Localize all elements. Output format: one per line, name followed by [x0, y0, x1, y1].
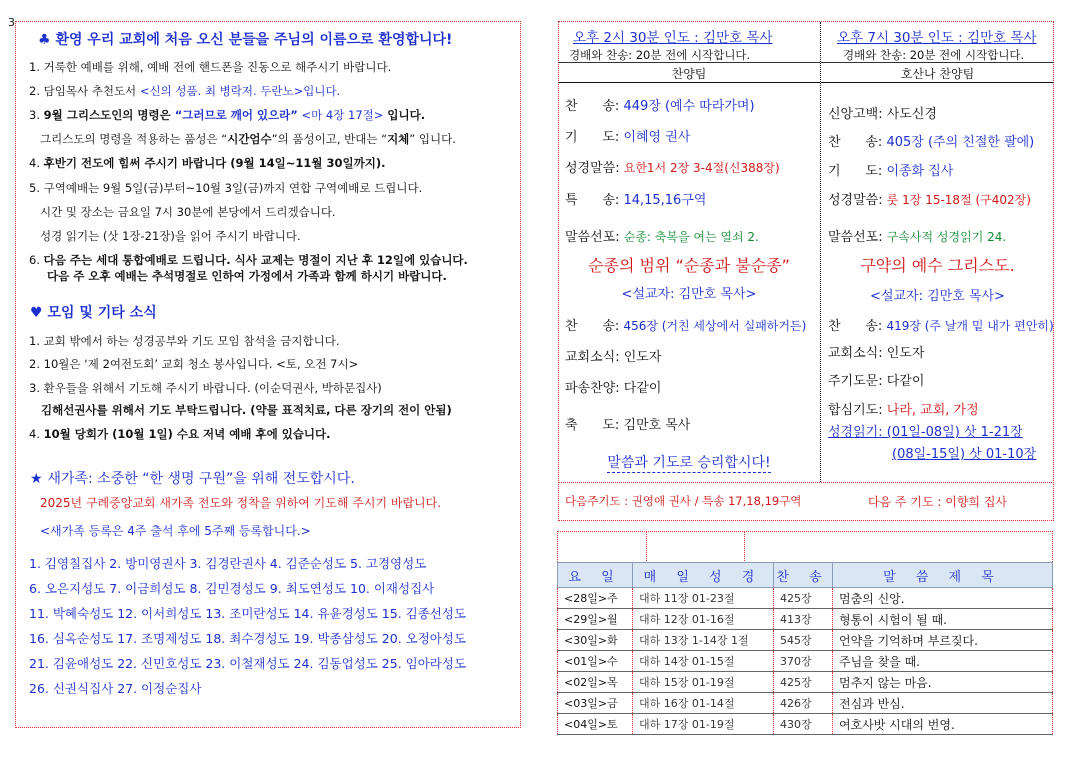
notice-number: 5.	[29, 181, 44, 195]
afternoon-order-value: 순종: 축복을 여는 열쇠 2.	[623, 230, 759, 244]
meeting-line	[41, 402, 452, 418]
afternoon-order-label: 파송찬양:	[565, 381, 624, 396]
daily-hymn: 425장	[774, 588, 833, 609]
daily-title: 여호사밧 시대의 번영.	[833, 714, 1053, 735]
afternoon-order-row	[565, 377, 661, 396]
afternoon-order-label: 축 도:	[565, 418, 624, 433]
newfamily-title: 새가족: 소중한 “한 생명 구원”을 위해 전도합시다.	[47, 471, 355, 487]
evening-prayer	[828, 399, 979, 418]
evening-next-prayer: 다음 주 기도 : 이향희 집사	[867, 495, 1008, 509]
daily-day: <01일>수	[558, 651, 633, 672]
afternoon-order-row	[565, 189, 706, 208]
evening-order-label: 신앙고백:	[828, 107, 887, 122]
table-row	[558, 588, 1053, 609]
evening-prayer-value: 나라, 교회, 가정	[886, 403, 979, 418]
afternoon-header: 오후 2시 30분 인도 : 김만호 목사	[573, 30, 773, 46]
meeting-text: 환우들을 위해서 기도해 주시기 바랍니다. (이순덕권사, 박하문집사)	[43, 381, 382, 395]
notice-text: 다음 주는 세대 통합예배로 드립니다. 식사 교제는 명절이 지난 후 12일에 있습니다.	[43, 253, 468, 267]
newfamily-line: 26. 신권식집사 27. 이정순집사	[29, 681, 202, 696]
daily-hymn: 430장	[774, 714, 833, 735]
evening-order-label: 교회소식:	[828, 346, 887, 361]
notice-number: 2.	[29, 84, 44, 98]
newfamily-line: 1. 김영칠집사 2. 방미영권사 3. 김경란권사 4. 김준순성도 5. 고경영성도	[29, 556, 427, 571]
afternoon-order-label: 기 도:	[565, 130, 624, 145]
daily-table	[557, 562, 1053, 735]
daily-day: <04일>토	[558, 714, 633, 735]
meetings-heading	[30, 302, 157, 322]
afternoon-order-label: 성경말씀:	[565, 161, 624, 176]
notice-text: 그리스도의 명령을 적용하는 품성은 “	[40, 132, 228, 146]
evening-order-value: 419장 (주 날개 밑 내가 편안히)	[886, 319, 1054, 333]
evening-sermon-title: 구약의 예수 그리스도.	[860, 256, 1015, 275]
table-row	[558, 672, 1053, 693]
evening-order-row	[828, 342, 924, 361]
afternoon-order-row	[565, 126, 690, 145]
afternoon-closing	[558, 452, 820, 472]
evening-preacher: <설교자: 김만호 목사>	[870, 289, 1005, 304]
afternoon-order-value: 다같이	[623, 381, 662, 396]
notice-line	[29, 83, 340, 99]
notice-line	[47, 268, 447, 284]
daily-day: <03일>금	[558, 693, 633, 714]
table-row	[558, 693, 1053, 714]
afternoon-order-label: 찬 송:	[565, 319, 624, 334]
page-number: 3	[8, 16, 15, 29]
meeting-number: 2.	[29, 357, 44, 371]
afternoon-order-row	[565, 346, 661, 365]
afternoon-order-label: 찬 송:	[565, 99, 624, 114]
meeting-line	[29, 426, 331, 442]
daily-title: 멈춤의 신앙.	[833, 588, 1053, 609]
afternoon-team: 찬양팀	[671, 67, 707, 81]
daily-title: 형통이 시험이 될 때.	[833, 609, 1053, 630]
newfamily-heading	[30, 468, 355, 488]
notice-text: 담임목사 추천도서	[43, 84, 140, 98]
daily-hymn: 545장	[774, 630, 833, 651]
daily-title: 언약을 기억하며 부르짖다.	[833, 630, 1053, 651]
evening-order-value: 인도자	[886, 346, 925, 361]
notice-text: <신의 성품. 최 병락저. 두란노>입니다.	[139, 84, 341, 98]
newfamily-line: 21. 김윤애성도 22. 신민호성도 23. 이철재성도 24. 김동업성도 25. 임아라성도	[29, 656, 467, 671]
notice-text: 성경 읽기는 (삿 1장-21장)을 읽어 주시기 바랍니다.	[40, 229, 301, 243]
notice-text: 거룩한 예배를 위해, 예배 전에 핸드폰을 진동으로 해주시기 바랍니다.	[43, 60, 392, 74]
evening-order-label: 찬 송:	[828, 319, 887, 334]
notice-line	[29, 180, 422, 196]
daily-day: <29일>월	[558, 609, 633, 630]
notice-line	[29, 155, 385, 171]
evening-reading-2: (08일-15일) 삿 01-10장	[892, 447, 1037, 462]
notice-text: ” 입니다.	[409, 132, 456, 146]
meeting-line	[29, 380, 382, 396]
notice-text: 시간엄수	[227, 132, 272, 146]
evening-prayer-label: 합심기도:	[828, 403, 883, 418]
notice-text: 9월 그리스도인의 명령은	[43, 108, 175, 122]
star-icon: ★	[30, 471, 43, 487]
newfamily-note: <새가족 등록은 4주 출석 후에 5주째 등록합니다.>	[40, 524, 311, 538]
heart-icon: ♥	[30, 305, 43, 321]
meeting-number: 4.	[29, 427, 44, 441]
notice-line	[40, 131, 456, 147]
welcome-text: 환영 우리 교회에 처음 오신 분들을 주님의 이름으로 환영합니다!	[55, 32, 453, 48]
daily-hymn: 425장	[774, 672, 833, 693]
meeting-number: 3.	[29, 381, 44, 395]
evening-order-label: 기 도:	[828, 164, 887, 179]
table-row	[558, 651, 1053, 672]
afternoon-order-label: 교회소식:	[565, 350, 624, 365]
next-prayer-rule	[558, 482, 1054, 483]
daily-top-divider-1	[646, 532, 647, 563]
notice-text: ”의 품성이고, 반대는 “	[271, 132, 388, 146]
evening-order-label: 성경말씀:	[828, 193, 887, 208]
daily-bible: 대하 13장 1-14장 1절	[633, 630, 774, 651]
afternoon-order-label: 말씀선포:	[565, 230, 624, 245]
afternoon-order-value: 김만호 목사	[623, 418, 691, 433]
daily-table-top	[557, 531, 1053, 562]
afternoon-order-label: 특 송:	[565, 193, 624, 208]
notice-number: 6.	[29, 253, 44, 267]
notice-text: <마 4장 17절>	[297, 108, 384, 122]
afternoon-preacher: <설교자: 김만호 목사>	[621, 287, 757, 302]
afternoon-order-value: 이혜영 권사	[623, 130, 691, 145]
notice-number: 1.	[29, 60, 44, 74]
daily-hymn: 426장	[774, 693, 833, 714]
afternoon-order-value: 456장 (거친 세상에서 실패하거든)	[623, 319, 807, 333]
meeting-text: 김해선권사를 위해서 기도 부탁드립니다. (약물 표적치료, 다른 장기의 전이 안됨)	[41, 403, 452, 417]
daily-title: 멈추지 않는 마음.	[833, 672, 1053, 693]
daily-header-day: 요 일	[558, 563, 633, 588]
notice-line	[29, 252, 468, 268]
daily-bible: 대하 11장 01-23절	[633, 588, 774, 609]
notice-number: 3.	[29, 108, 44, 122]
evening-order-label: 찬 송:	[828, 135, 887, 150]
evening-order-value: 사도신경	[886, 107, 937, 122]
newfamily-line: 6. 오은지성도 7. 이금희성도 8. 김민경성도 9. 최도연성도 10. 이재성집사	[29, 581, 435, 596]
daily-day: <28일>주	[558, 588, 633, 609]
daily-bible: 대하 14장 01-15절	[633, 651, 774, 672]
afternoon-order-row	[565, 226, 759, 245]
evening-order-value: 구속사적 성경읽기 24.	[886, 230, 1007, 244]
afternoon-rule	[558, 62, 820, 63]
daily-day: <30일>화	[558, 630, 633, 651]
newfamily-line: 16. 심옥순성도 17. 조명제성도 18. 최수경성도 19. 박종삼성도 20. 오정아성도	[29, 631, 467, 646]
afternoon-order-row	[565, 414, 690, 433]
daily-title: 전심과 반심.	[833, 693, 1053, 714]
daily-header-title: 말 씀 제 목	[833, 563, 1053, 588]
evening-order-row	[828, 103, 937, 122]
evening-order-row	[828, 226, 1006, 245]
daily-bible: 대하 17장 01-19절	[633, 714, 774, 735]
meetings-title: 모임 및 기타 소식	[47, 305, 157, 321]
evening-sub: 경배와 찬송: 20분 전에 시작합니다.	[843, 48, 1025, 62]
daily-hymn: 370장	[774, 651, 833, 672]
evening-order-value: 룻 1장 15-18절 (구402장)	[886, 193, 1031, 207]
meeting-line	[29, 356, 358, 372]
afternoon-order-value: 449장 (예수 따라가며)	[623, 99, 755, 114]
afternoon-next-prayer: 다음주기도 : 권영애 권사 / 특송 17,18,19구역	[565, 494, 802, 508]
meeting-text: 10월 당회가 (10월 1일) 수요 저녁 예배 후에 있습니다.	[43, 427, 331, 441]
evening-reading-1: 성경읽기: (01일-08일) 삿 1-21장	[828, 425, 1023, 440]
evening-order-row	[828, 370, 924, 389]
notice-line	[40, 204, 336, 220]
evening-rule	[821, 62, 1054, 63]
evening-header: 오후 7시 30분 인도 : 김만호 목사	[837, 30, 1037, 46]
evening-order-value: 다같이	[886, 374, 925, 389]
afternoon-order-value: 14,15,16구역	[623, 193, 707, 208]
daily-bible: 대하 12장 01-16절	[633, 609, 774, 630]
afternoon-sermon-title: 순종의 범위 “순종과 불순종”	[588, 256, 790, 275]
table-row	[558, 714, 1053, 735]
welcome-heading	[38, 29, 452, 49]
afternoon-closing-text: 말씀과 기도로 승리합시다!	[607, 455, 771, 471]
notice-line	[29, 107, 425, 123]
meeting-number: 1.	[29, 334, 44, 348]
evening-order-row	[828, 315, 1054, 334]
meeting-text: 교회 밖에서 하는 성경공부와 기도 모임 참석을 금지합니다.	[43, 334, 340, 348]
evening-team: 호산나 찬양팀	[900, 67, 975, 81]
daily-day: <02일>목	[558, 672, 633, 693]
table-row	[558, 609, 1053, 630]
newfamily-line: 11. 박혜숙성도 12. 이서희성도 13. 조미란성도 14. 유윤경성도 15. 김종선성도	[29, 606, 467, 621]
club-icon: ♣	[38, 32, 51, 48]
daily-header-hymn: 찬 송	[774, 563, 833, 588]
table-row	[558, 630, 1053, 651]
notice-text: 지체	[387, 132, 410, 146]
afternoon-sub: 경배와 찬송: 20분 전에 시작합니다.	[569, 48, 751, 62]
daily-bible: 대하 16장 01-14절	[633, 693, 774, 714]
afternoon-order-row	[565, 157, 780, 176]
evening-order-value: 405장 (주의 친절한 팔에)	[886, 135, 1035, 150]
afternoon-order-row	[565, 95, 755, 114]
notice-text: 후반기 전도에 힘써 주시기 바랍니다 (9월 14일~11월 30일까지).	[43, 156, 386, 170]
meeting-text: 10월은 ‘제 2여전도회’ 교회 청소 봉사입니다. <토, 오전 7시>	[43, 357, 359, 371]
notice-line	[29, 59, 391, 75]
notice-text: 다음 주 오후 예배는 추석명절로 인하여 가정에서 가족과 함께 하시기 바랍니다.	[47, 269, 447, 283]
evening-order-label: 주기도문:	[828, 374, 887, 389]
notice-text: “그러므로 깨어 있으라”	[174, 108, 298, 122]
evening-order-row	[828, 189, 1031, 208]
notice-number: 4.	[29, 156, 44, 170]
daily-top-divider-2	[744, 532, 745, 563]
notice-text: 시간 및 장소는 금요일 7시 30분에 본당에서 드리겠습니다.	[40, 205, 336, 219]
afternoon-order-row	[565, 315, 806, 334]
notice-line	[40, 228, 301, 244]
daily-header-bible: 매 일 성 경	[633, 563, 774, 588]
notice-text: 구역예배는 9월 5일(금)부터~10월 3일(금)까지 연합 구역예배로 드립니다.	[43, 181, 423, 195]
afternoon-order-value: 요한1서 2장 3-4절(신388장)	[623, 161, 780, 175]
daily-hymn: 413장	[774, 609, 833, 630]
services-divider	[820, 22, 821, 482]
daily-title: 주님을 찾을 때.	[833, 651, 1053, 672]
notice-text: 입니다.	[383, 108, 426, 122]
evening-order-row	[828, 131, 1034, 150]
evening-order-value: 이종화 집사	[886, 164, 954, 179]
evening-order-label: 말씀선포:	[828, 230, 887, 245]
daily-bible: 대하 15장 01-19절	[633, 672, 774, 693]
afternoon-team-rule	[558, 82, 820, 83]
meeting-line	[29, 333, 340, 349]
evening-order-row	[828, 160, 953, 179]
newfamily-prayer: 2025년 구례중앙교회 새가족 전도와 정착을 위하여 기도해 주시기 바랍니다.	[40, 496, 442, 510]
evening-team-rule	[821, 82, 1054, 83]
afternoon-order-value: 인도자	[623, 350, 662, 365]
